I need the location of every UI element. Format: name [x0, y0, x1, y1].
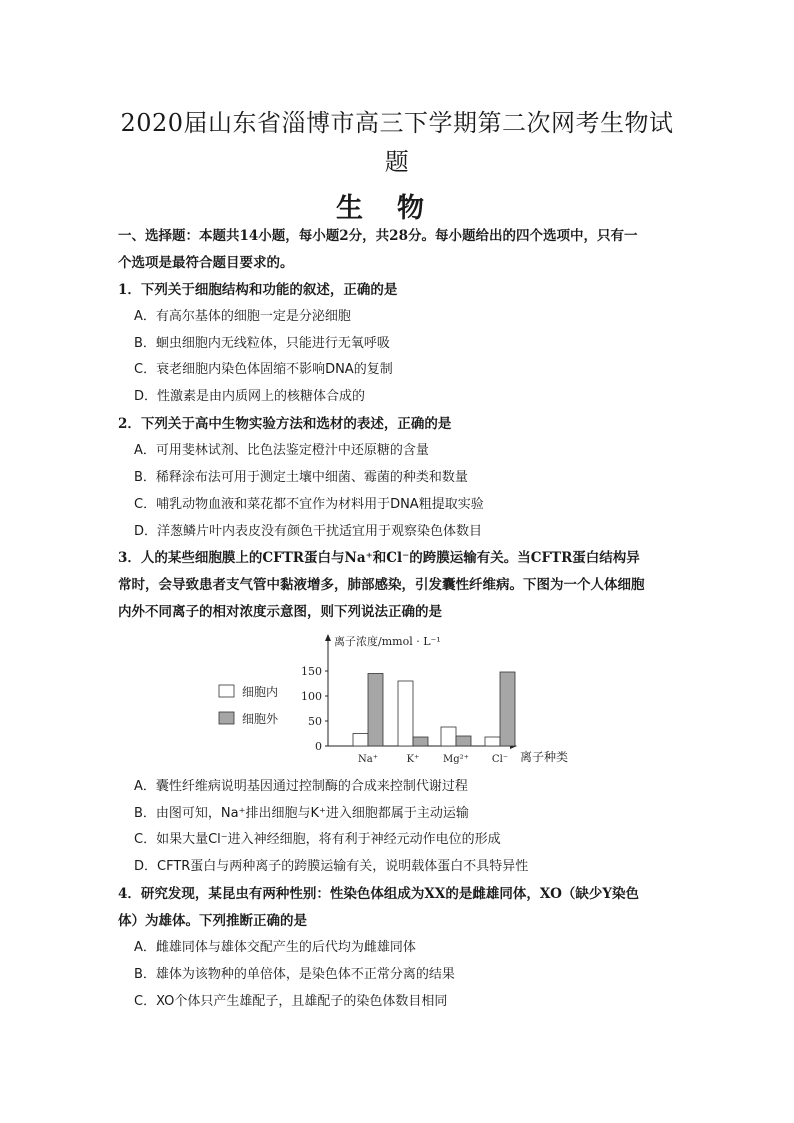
- question-3-stem-line1: 3．人的某些细胞膜上的CFTR蛋白与Na⁺和Cl⁻的跨膜运输有关。当CFTR蛋白结构异: [118, 550, 640, 566]
- y-tick-label: 100: [301, 690, 322, 703]
- bar-outside-3: [456, 736, 471, 746]
- bar-outside-2: [413, 737, 428, 746]
- question-3-option-d: D．CFTR蛋白与两种离子的跨膜运输有关，说明载体蛋白不具特异性: [134, 859, 529, 874]
- question-3-option-b: B．由图可知，Na⁺排出细胞与K⁺进入细胞都属于主动运输: [134, 806, 469, 821]
- question-3-option-c: C．如果大量Cl⁻进入神经细胞，将有利于神经元动作电位的形成: [134, 832, 501, 847]
- question-2-option-a: A．可用斐林试剂、比色法鉴定橙汁中还原糖的含量: [134, 443, 429, 458]
- y-tick-label: 150: [301, 665, 322, 678]
- legend-label-2: 细胞外: [242, 712, 279, 726]
- question-2-option-d: D．洋葱鳞片叶内表皮没有颜色干扰适宜用于观察染色体数目: [134, 524, 483, 539]
- question-4-stem-line1: 4．研究发现，某昆虫有两种性别：性染色体组成为XX的是雌雄同体，XO（缺少Y染色: [118, 886, 639, 902]
- question-4-option-b: B．雄体为该物种的单倍体，是染色体不正常分离的结果: [134, 967, 455, 982]
- section-heading-line2: 个选项是最符合题目要求的。: [118, 255, 294, 271]
- bar-inside-2: [398, 681, 413, 746]
- question-3-stem-line2: 常时，会导致患者支气管中黏液增多，肺部感染，引发囊性纤维病。下图为一个人体细胞: [118, 577, 645, 593]
- bar-outside-4: [500, 672, 515, 746]
- y-tick-label: 50: [308, 715, 322, 728]
- legend-swatch-2: [219, 712, 234, 724]
- question-3-option-a: A．囊性纤维病说明基因通过控制酶的合成来控制代谢过程: [134, 779, 468, 794]
- x-tick-label: K⁺: [406, 754, 420, 765]
- question-3-stem-line3: 内外不同离子的相对浓度示意图，则下列说法正确的是: [118, 604, 442, 620]
- question-4-stem-line2: 体）为雄体。下列推断正确的是: [118, 913, 307, 929]
- question-1-option-d: D．性激素是由内质网上的核糖体合成的: [134, 389, 366, 404]
- paper-title-line2: 题: [384, 148, 410, 176]
- question-1-option-a: A．有高尔基体的细胞一定是分泌细胞: [134, 309, 351, 324]
- legend-swatch-1: [219, 685, 234, 697]
- bar-inside-3: [441, 727, 456, 746]
- x-tick-label: Mg²⁺: [443, 754, 469, 765]
- question-2-stem: 2．下列关于高中生物实验方法和选材的表述，正确的是: [118, 416, 452, 432]
- subject-heading: 生物: [336, 193, 458, 224]
- question-4-option-c: C．XO个体只产生雄配子，且雄配子的染色体数目相同: [134, 994, 448, 1009]
- ion-concentration-chart: [200, 625, 620, 775]
- bar-inside-4: [485, 737, 500, 746]
- question-2-option-b: B．稀释涂布法可用于测定土壤中细菌、霉菌的种类和数量: [134, 470, 468, 485]
- question-2-option-c: C．哺乳动物血液和菜花都不宜作为材料用于DNA粗提取实验: [134, 497, 484, 512]
- y-axis-label: 离子浓度/mmol · L⁻¹: [334, 635, 441, 648]
- x-axis-label: 离子种类: [520, 750, 569, 764]
- x-tick-label: Na⁺: [358, 754, 378, 765]
- bar-outside-1: [368, 674, 383, 747]
- question-1-option-c: C．衰老细胞内染色体固缩不影响DNA的复制: [134, 362, 393, 377]
- question-1-stem: 1．下列关于细胞结构和功能的叙述，正确的是: [118, 282, 398, 298]
- question-4-option-a: A．雌雄同体与雄体交配产生的后代均为雌雄同体: [134, 940, 416, 955]
- x-tick-label: Cl⁻: [491, 754, 509, 765]
- section-heading-line1: 一、选择题：本题共14小题，每小题2分，共28分。每小题给出的四个选项中，只有一: [118, 228, 638, 244]
- legend-label-1: 细胞内: [242, 685, 279, 699]
- question-1-option-b: B．蛔虫细胞内无线粒体，只能进行无氧呼吸: [134, 336, 390, 351]
- y-tick-label: 0: [315, 740, 322, 753]
- paper-title-line1: 2020届山东省淄博市高三下学期第二次网考生物试: [120, 109, 674, 137]
- bar-inside-1: [353, 734, 368, 747]
